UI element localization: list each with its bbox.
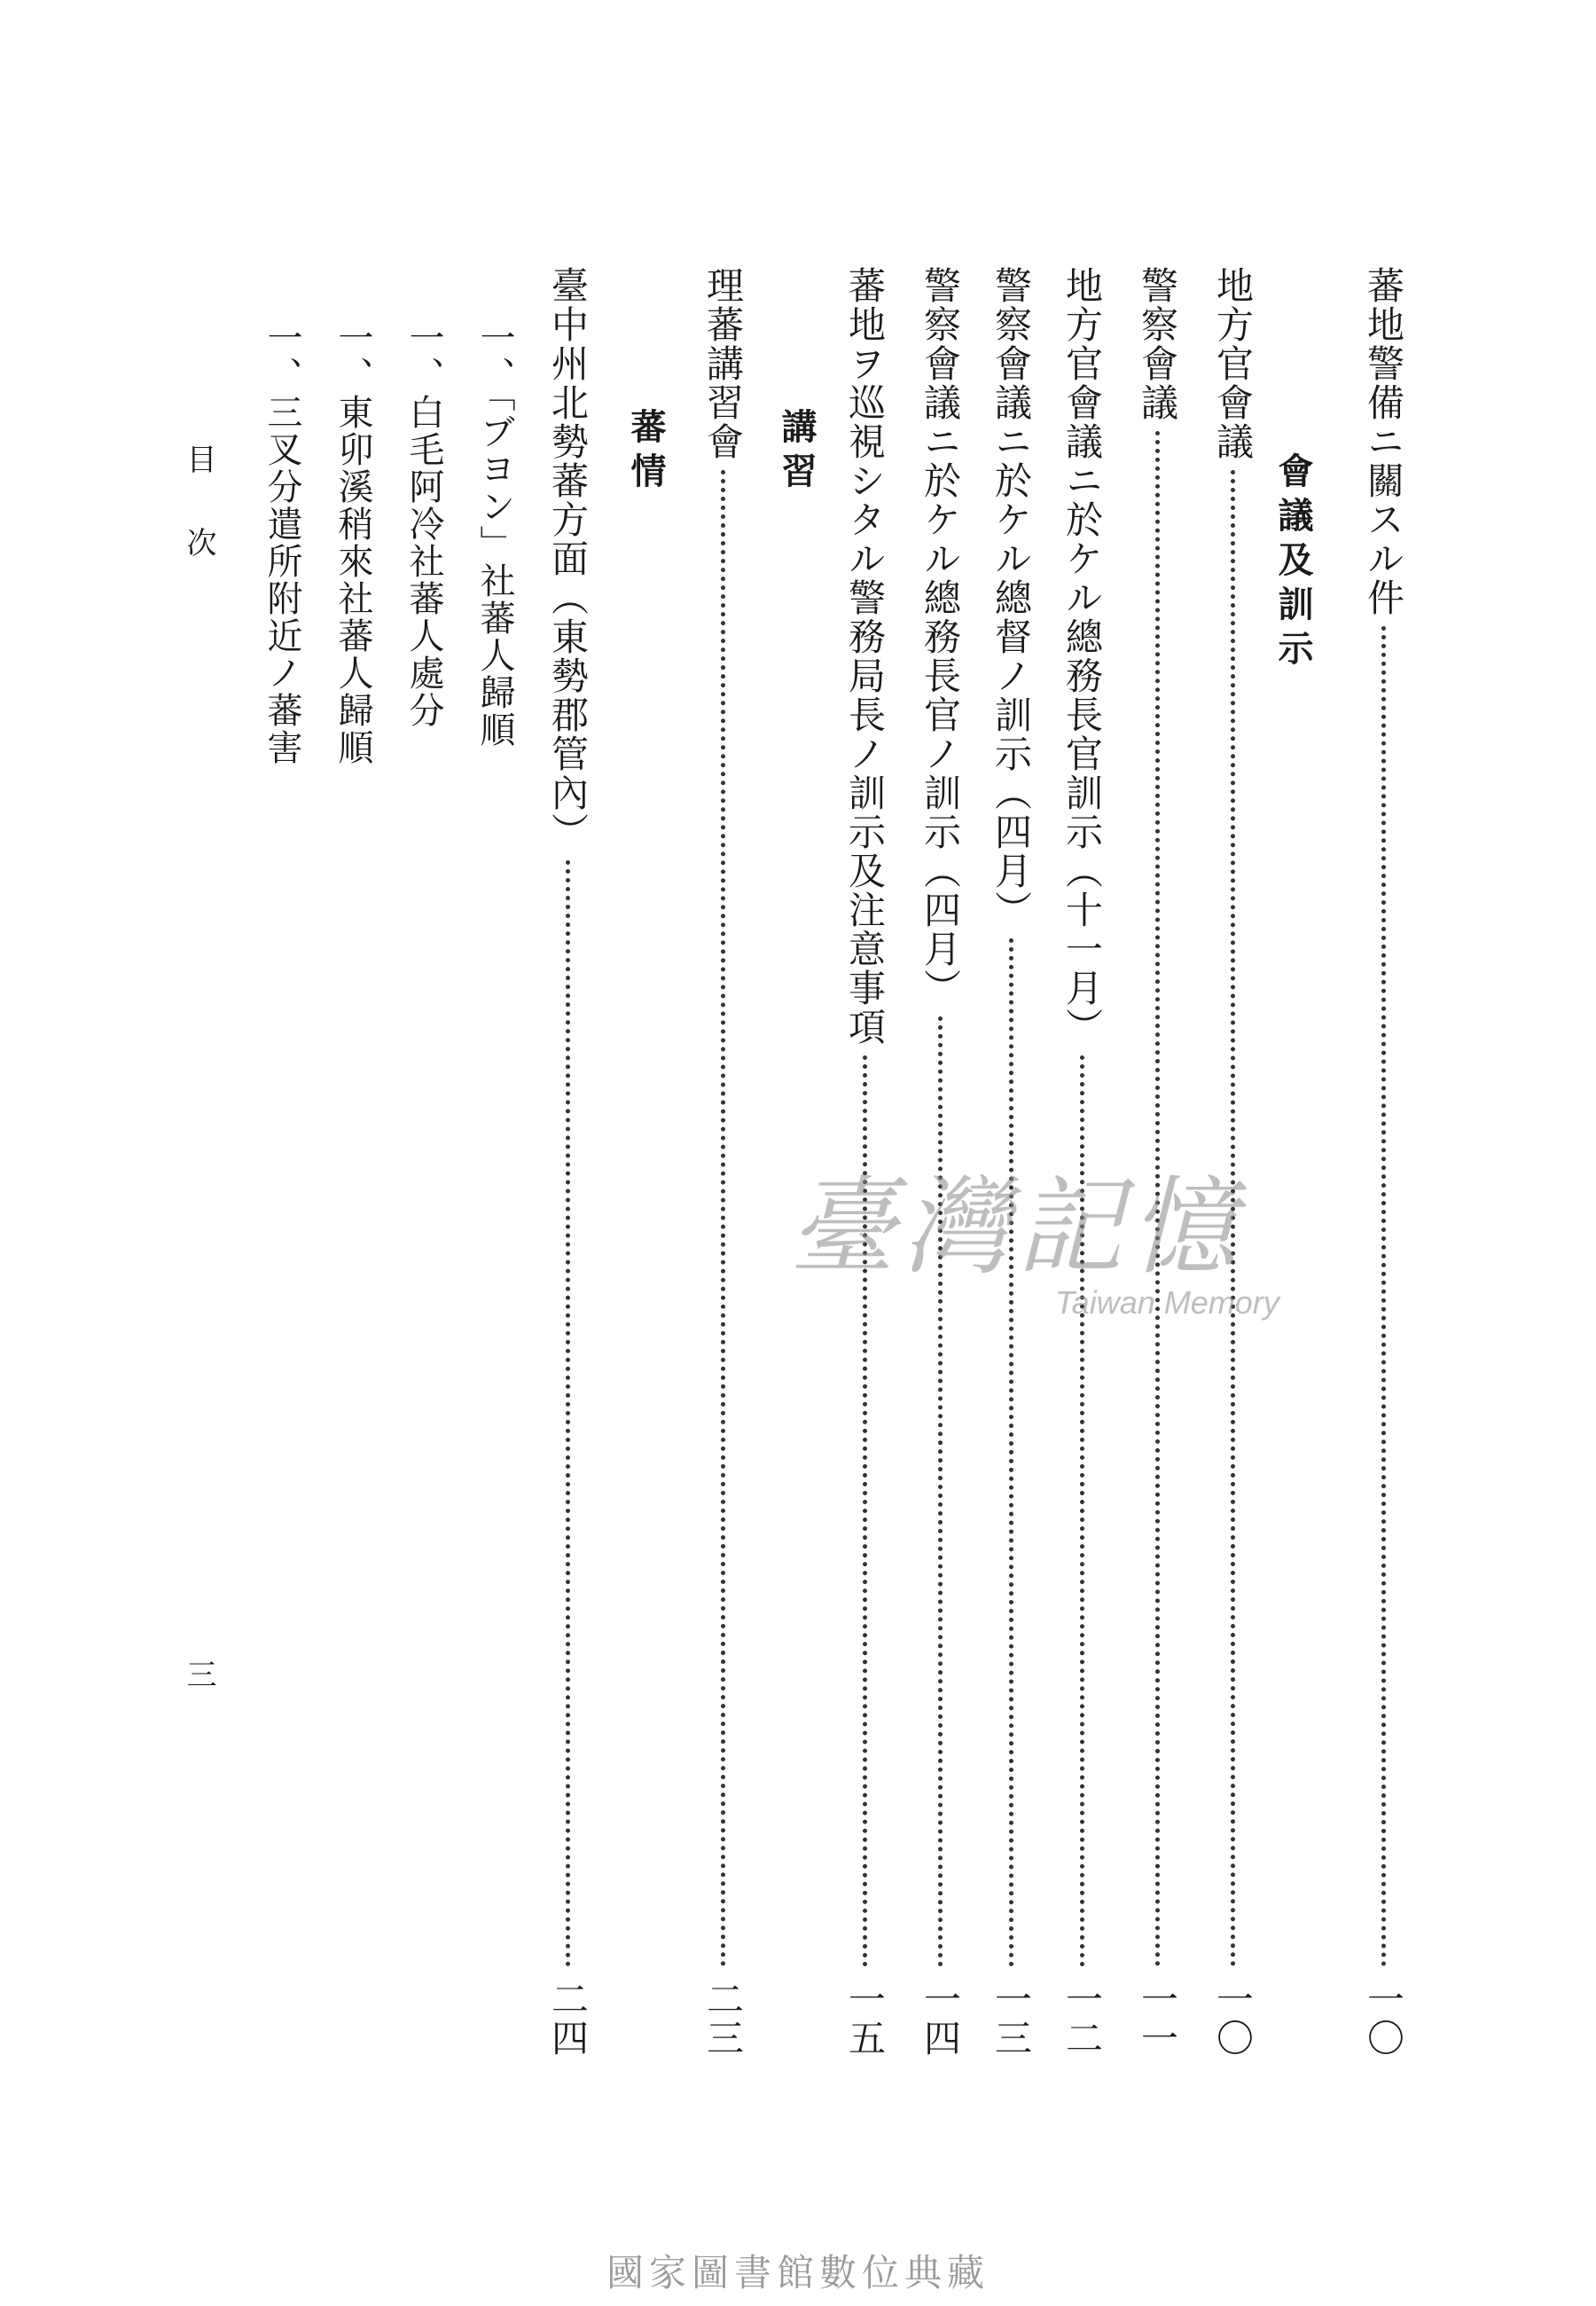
toc-entry-page: 一二 [1060, 1980, 1104, 2058]
dotted-leader [721, 470, 725, 1967]
toc-entry-page: 一五 [843, 1980, 887, 2058]
toc-subitem: 一、「ブヨン」社蕃人歸順 [474, 319, 515, 749]
toc-subitem: 一、東卯溪稍來社蕃人歸順 [332, 319, 373, 766]
page-number: 三 [181, 1659, 216, 1742]
taiwan-memory-watermark [789, 1162, 1303, 1330]
toc-entry-page: 一三 [990, 1980, 1033, 2058]
section-heading: 會議及訓示 [1272, 452, 1313, 674]
dotted-leader [1381, 626, 1386, 1967]
toc-entry-title: 地方官會議 [1211, 266, 1255, 461]
toc-entry-title: 警察會議ニ於ケル總務長官ノ訓示（四月） [919, 266, 962, 1008]
toc-entry-title: 臺中州北勢蕃方面（東勢郡管內） [546, 266, 590, 851]
toc-entry [1357, 266, 1410, 2058]
toc-entry-page: 一〇 [1211, 1980, 1255, 2058]
dotted-leader [566, 860, 570, 1967]
toc-entry-title: 地方官會議ニ於ケル總務長官訓示（十一月） [1060, 266, 1104, 1047]
toc-entry-page: 二四 [546, 1980, 590, 2058]
toc-entry-title: 警察會議ニ於ケル總督ノ訓示（四月） [990, 266, 1033, 929]
toc-entry [696, 266, 749, 2058]
toc-entry-page: 一一 [1136, 1980, 1179, 2058]
watermark-en: Taiwan Memory [1055, 1284, 1279, 1321]
library-footer: 國家圖書館數位典藏 [606, 2251, 990, 2294]
section-heading: 講習 [776, 408, 817, 497]
dotted-leader [1009, 938, 1013, 1967]
section-heading: 蕃情 [625, 408, 666, 497]
running-head-label: 目次 [181, 443, 216, 610]
toc-entry-title: 警察會議 [1136, 266, 1179, 422]
toc-entry-title: 蕃地警備ニ關スル件 [1362, 266, 1405, 617]
toc-entry-page: 二三 [701, 1980, 745, 2058]
watermark-cjk: 臺灣記憶 [789, 1166, 1243, 1290]
toc-entry [541, 266, 594, 2058]
toc-entry-page: 一四 [919, 1980, 962, 2058]
toc-subitem: 一、白毛阿冷社蕃人處分 [403, 319, 444, 729]
toc-subitem: 一、三叉分遣所附近ノ蕃害 [262, 319, 302, 766]
dotted-leader [938, 1016, 943, 1967]
toc-entry-title: 理蕃講習會 [701, 266, 745, 461]
toc-entry-title: 蕃地ヲ巡視シタル警務局長ノ訓示及注意事項 [843, 266, 887, 1047]
toc-entry-page: 一〇 [1362, 1980, 1405, 2058]
